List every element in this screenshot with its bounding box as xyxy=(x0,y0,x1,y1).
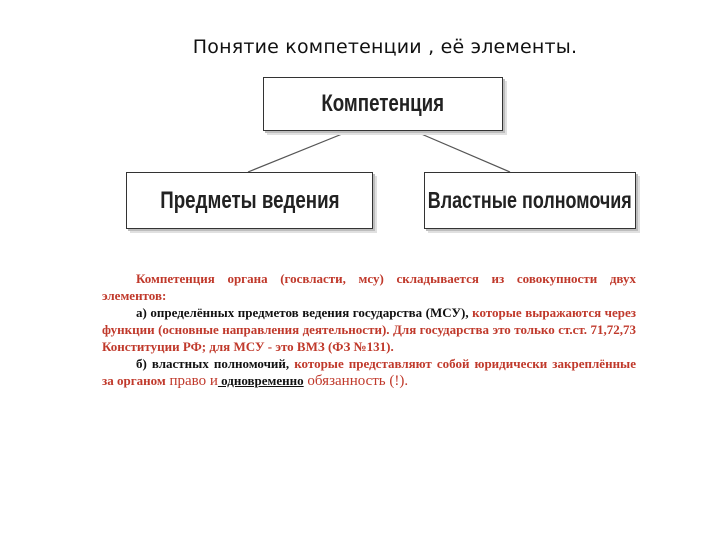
paragraph-1-text: Компетенция органа (госвласти, мсу) складывается из совокупности двух элементов: xyxy=(102,271,636,303)
p3-part-e: обязанность (!). xyxy=(303,373,409,389)
p2-part-c: (основные направления деятельности). Для государства это только ст.ст. 71,72,73 Конституции РФ; для МСУ - это ВМЗ (ФЗ №131). xyxy=(102,322,636,354)
p3-part-b: которые представляют собой юридически закреплённые за органом xyxy=(102,356,636,388)
p3-part-d: одновременно xyxy=(217,373,304,388)
paragraph-1 xyxy=(102,270,636,304)
diagram-child-box-powers xyxy=(424,172,636,229)
p2-part-a: а) определённых предметов ведения государства (МСУ), xyxy=(136,305,469,320)
p3-part-a: б) властных полномочий, xyxy=(136,356,290,371)
diagram-child-label-subjects: Предметы ведения xyxy=(159,186,340,214)
paragraph-3 xyxy=(102,355,636,390)
diagram-root-box xyxy=(263,77,503,131)
explanation-text xyxy=(102,270,636,390)
diagram-child-label-powers: Властные полномочия xyxy=(428,187,632,213)
p2-part-b: которые выражаются через функции xyxy=(102,305,636,337)
connector-right xyxy=(412,130,510,172)
slide-title: Понятие компетенции , её элементы. xyxy=(192,36,578,58)
paragraph-2 xyxy=(102,304,636,355)
p3-part-c: право и xyxy=(165,373,218,389)
diagram-child-box-subjects xyxy=(126,172,373,229)
connector-left xyxy=(248,130,352,172)
diagram-root-label: Компетенция xyxy=(321,90,445,117)
